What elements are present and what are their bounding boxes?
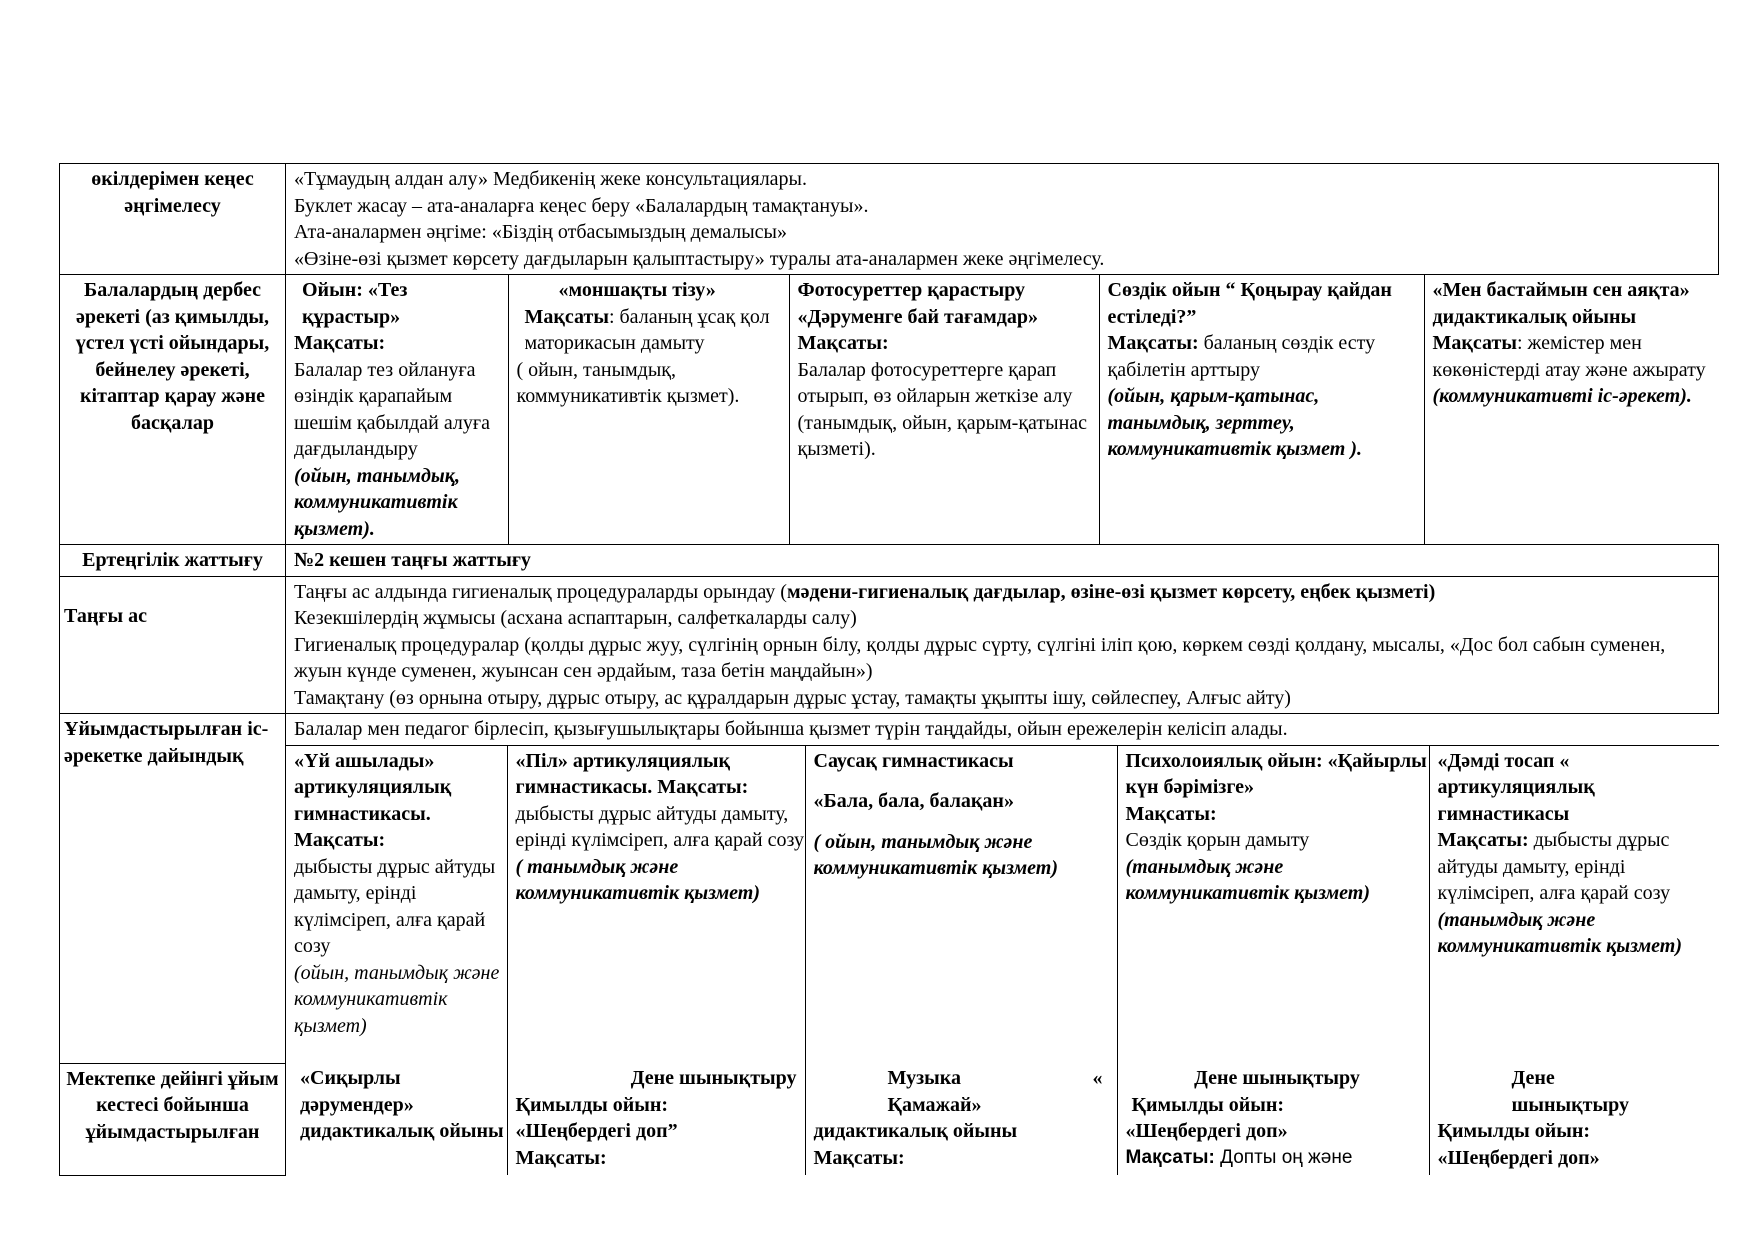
activity-goal-label-2: Мақсаты (524, 305, 609, 328)
activity-type-3: (танымдық, ойын, қарым-қатынас қызметі). (797, 411, 1088, 460)
prep-cell-1 (286, 745, 507, 1063)
prep-goal-2: дыбысты дұрыс айтуды дамыту, ерінді күлімсіреп, алға қарай созу (515, 802, 804, 851)
activity-type-1: (ойын, танымдық, коммуникативтік қызмет). (294, 464, 460, 540)
activity-cell-1 (286, 275, 508, 544)
prep-title-1: «Үй ашылады» артикуляциялық гимнастикасы. (294, 749, 452, 825)
activity-cell-4 (1099, 275, 1424, 544)
activity-title-2: «моншақты тізу» (558, 279, 716, 301)
row-label-breakfast: Таңғы ас (60, 576, 286, 714)
schedule-line-3-3: Мақсаты: (813, 1146, 905, 1169)
activity-type-5: (коммуникативті іс-әрекет). (1432, 385, 1692, 407)
prep-type-1: (ойын, танымдық және коммуникативтік қызмет) (294, 961, 500, 1037)
schedule-cell-4 (1117, 1063, 1429, 1175)
consultation-line-3: Ата-аналармен әңгіме: «Біздің отбасымыздың демалысы» (294, 221, 787, 243)
schedule-line-2-2: «Шеңбердегі доп” (515, 1120, 678, 1142)
prep-title-5: «Дәмді тосап « артикуляциялық гимнастикасы (1437, 749, 1595, 825)
prep-goal-1: дыбысты дұрыс айтуды дамыту, ерінді күлімсіреп, алға қарай созу (294, 855, 496, 957)
breakfast-line-1: Таңғы ас алдында гигиеналық процедураларды орындау ( (294, 580, 787, 603)
consultation-line-2: Буклет жасау – ата-аналарға кеңес беру «Балалардың тамақтануы». (294, 194, 869, 217)
row-consultation (60, 164, 1719, 275)
row-label-preparation: Ұйымдастырылған іс-әрекетке дайындық (60, 714, 286, 1064)
prep-title-2: «Піл» артикуляциялық гимнастикасы. (515, 749, 731, 798)
prep-goal-label-4: Мақсаты: (1125, 802, 1217, 825)
activity-title-5: «Мен бастаймын сен аяқта» дидактикалық ойыны (1432, 279, 1690, 328)
schedule-line-4-2: «Шеңбердегі доп» (1125, 1120, 1288, 1142)
activity-title-1: Ойын: «Тез құрастыр» (302, 279, 408, 328)
schedule-text-1: «Сиқырлы дәрумендер» дидактикалық ойыны (300, 1067, 504, 1142)
schedule-line-4-1: Қимылды ойын: (1131, 1093, 1285, 1116)
schedule-line-5-2: «Шеңбердегі доп» (1437, 1146, 1600, 1169)
schedule-head-2: Дене шынықтыру (630, 1067, 797, 1089)
activity-goal-label-3: Мақсаты: (797, 332, 889, 354)
activity-title-4: Сөздік ойын “ Қоңырау қайдан естіледі?” (1107, 279, 1392, 328)
prep-title-3b: «Бала, бала, балақан» (813, 790, 1014, 812)
plan-table (59, 163, 1719, 1176)
schedule-line-5-1: Қимылды ойын: (1437, 1120, 1591, 1142)
prep-cell-3 (805, 745, 1117, 1063)
activity-cell-2 (508, 275, 789, 544)
activity-goal-label-5: Мақсаты (1432, 332, 1517, 354)
schedule-line-2-3: Мақсаты: (515, 1146, 607, 1169)
schedule-goal-4: Допты оң және (1214, 1146, 1353, 1168)
prep-cell-4 (1117, 745, 1429, 1063)
activity-cell-3 (789, 275, 1099, 544)
row-preparation (60, 714, 1719, 1064)
schedule-goal-label-4: Мақсаты: (1125, 1146, 1215, 1168)
prep-goal-4: Сөздік қорын дамыту (1125, 829, 1310, 851)
breakfast-line-1-bold: мәдени-гигиеналық дағдылар, өзіне-өзі қызмет көрсету, еңбек қызметі) (786, 580, 1436, 603)
prep-title-3: Саусақ гимнастикасы (813, 749, 1014, 772)
row-label-schedule: Мектепке дейінгі ұйым кестесі бойынша ұйымдастырылған (60, 1063, 286, 1175)
breakfast-line-3: Гигиеналық процедуралар (қолды дұрыс жуу, сүлгінің орнын білу, қолды дұрыс сүрту, сүлгіні іліп қою, көркем сөзді қолдану, мысалы, «Дос бол сабын суменен, жуын күнде суменен, жуынсан сен әрдайым, таза бетін маңдайын») (294, 633, 1666, 682)
prep-goal-label-1: Мақсаты: (294, 829, 386, 851)
breakfast-line-2: Кезекшілердің жұмысы (асхана аспаптарын, салфеткаларды салу) (294, 607, 857, 629)
breakfast-content (286, 576, 1719, 714)
activity-goal-4: баланың сөздік есту қабілетін арттыру (1107, 332, 1376, 381)
prep-type-4: (танымдық және коммуникативтік қызмет) (1125, 855, 1370, 904)
row-schedule (60, 1063, 1719, 1175)
activity-type-2: ( ойын, танымдық, коммуникативтік қызмет). (516, 358, 740, 407)
prep-type-3: ( ойын, танымдық және коммуникативтік қызмет) (813, 830, 1058, 879)
row-morning-exercise (60, 545, 1719, 577)
prep-goal-5: дыбысты дұрыс айтуды дамыту, ерінді күлімсіреп, алға қарай созу (1437, 829, 1671, 904)
activity-goal-label-1: Мақсаты: (294, 332, 386, 354)
activity-goal-1: Балалар тез ойлануға өзіндік қарапайым шешім қабылдай алуға дағдыландыру (294, 358, 490, 460)
row-label-morning-exercise: Ертеңгілік жаттығу (60, 545, 286, 577)
prep-type-5: (танымдық және коммуникативтік қызмет) (1437, 908, 1682, 957)
schedule-cell-3 (805, 1063, 1117, 1175)
consultation-line-4: «Өзіне-өзі қызмет көрсету дағдыларын қалыптастыру» туралы ата-аналармен жеке әңгімелесу. (294, 247, 1105, 270)
activity-cell-5 (1424, 275, 1719, 544)
schedule-cell-1 (286, 1063, 507, 1175)
activity-goal-5: : жемістер мен көкөністерді атау және ажырату (1432, 332, 1706, 381)
schedule-head-3: Музыка (887, 1067, 961, 1089)
breakfast-line-4: Тамақтану (өз орнына отыру, дұрыс отыру, ас құралдарын дұрыс ұстау, тамақты ұқыпты ішу, сөйлеспеу, Алғыс айту) (294, 686, 1291, 709)
schedule-line-2-1: Қимылды ойын: (515, 1093, 669, 1116)
schedule-head-5: Дене шынықтыру (1511, 1067, 1629, 1116)
activity-goal-3: Балалар фотосуреттерге қарап отырып, өз ойларын жеткізе алу (797, 358, 1073, 407)
prep-goal-label-5: Мақсаты: (1437, 829, 1529, 851)
consultation-line-1: «Тұмаудың алдан алу» Медбикенің жеке консультациялары. (294, 168, 807, 190)
row-independent-activity (60, 275, 1719, 545)
activity-title-3: Фотосуреттер қарастыру «Дәруменге бай тағамдар» (797, 279, 1038, 328)
morning-exercise-value: №2 кешен таңғы жаттығу (286, 545, 1719, 577)
prep-title-4: Психолоиялық ойын: «Қайырлы күн бәрімізге» (1125, 749, 1427, 798)
prep-goal-label-2: Мақсаты: (657, 776, 749, 798)
schedule-line-3-2: дидактикалық ойыны (813, 1120, 1018, 1142)
schedule-head-4: Дене шынықтыру (1194, 1067, 1360, 1089)
prep-cell-2 (507, 745, 805, 1063)
preparation-intro: Балалар мен педагог бірлесіп, қызығушылықтары бойынша қызмет түрін таңдайды, ойын ережелерін келісіп алады. (286, 714, 1719, 745)
schedule-line-3-1: Қамажай» (887, 1093, 982, 1116)
schedule-cell-2 (507, 1063, 805, 1175)
prep-type-2: ( танымдық және коммуникативтік қызмет) (515, 855, 760, 904)
schedule-cell-5 (1429, 1063, 1719, 1175)
schedule-head-3b: « (1092, 1067, 1103, 1089)
row-label-consultation: өкілдерімен кеңес әңгімелесу (60, 164, 286, 275)
document-page (59, 163, 1718, 1176)
consultation-content (286, 164, 1719, 275)
activity-goal-label-4: Мақсаты: (1107, 332, 1199, 354)
activity-type-4: (ойын, қарым-қатынас, танымдық, зерттеу, коммуникативтік қызмет ). (1107, 385, 1362, 460)
row-breakfast (60, 576, 1719, 714)
activity-goal-2: : баланың ұсақ қол маторикасын дамыту (524, 305, 770, 354)
row-label-independent-activity: Балалардың дербес әрекеті (аз қимылды, үстел үсті ойындары, бейнелеу әрекеті, кітаптар қарау және басқалар (60, 275, 286, 545)
prep-cell-5 (1429, 745, 1719, 1063)
